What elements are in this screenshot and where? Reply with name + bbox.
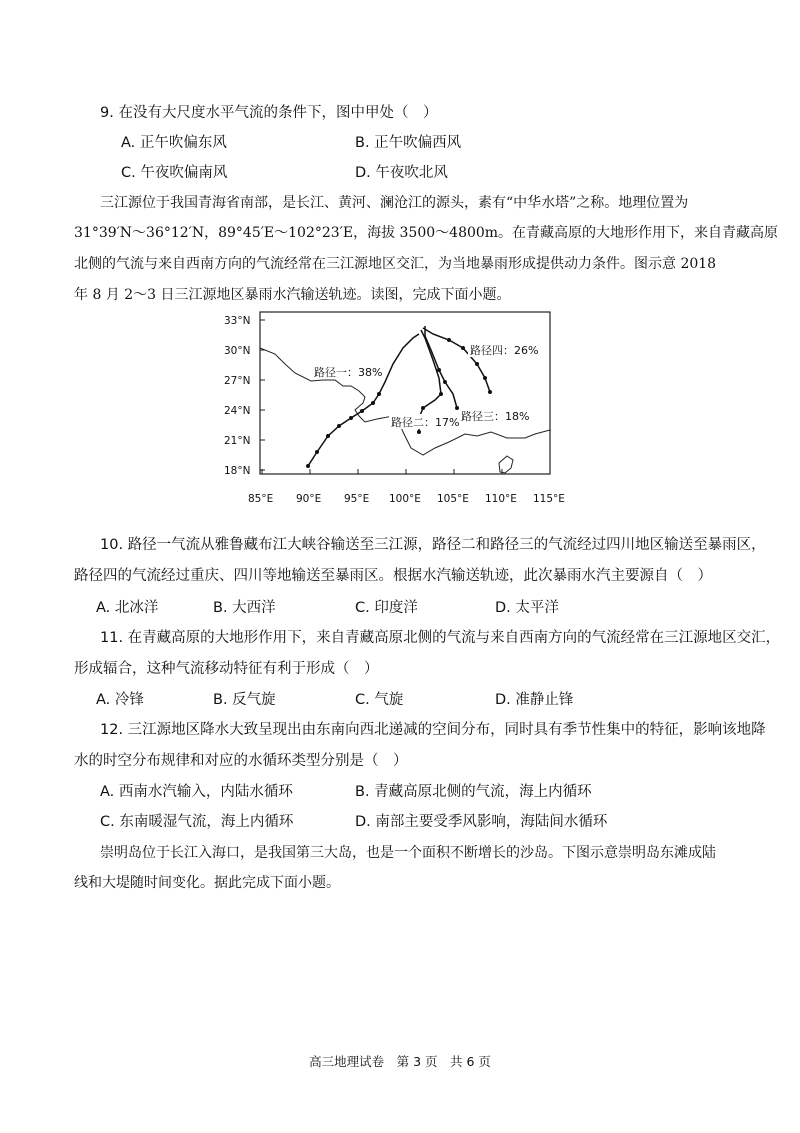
route-4-point bbox=[461, 346, 465, 350]
q12-stem-line2: 水的时空分布规律和对应的水循环类型分别是（ ） bbox=[74, 753, 408, 769]
route-1-point bbox=[337, 424, 341, 428]
passage1-line4: 年 8 月 2～3 日三江源地区暴雨水汽输送轨迹。读图，完成下面小题。 bbox=[74, 287, 511, 303]
q11-stem-line2: 形成辐合，这种气流移动特征有利于形成（ ） bbox=[74, 661, 379, 677]
island-outline bbox=[499, 456, 513, 473]
q11-option-c: C. 气旋 bbox=[355, 692, 404, 708]
route-2-label: 路径二：17% bbox=[391, 416, 460, 429]
q10-stem-line2: 路径四的气流经过重庆、四川等地输送至暴雨区。根据水汽输送轨迹，此次暴雨水汽主要源自（ ） bbox=[74, 568, 712, 584]
route-1-point bbox=[306, 464, 310, 468]
lon-label: 85°E bbox=[248, 493, 274, 505]
q12-option-d: D. 南部主要受季风影响，海陆间水循环 bbox=[355, 814, 608, 830]
q10-option-a: A. 北冰洋 bbox=[96, 600, 159, 616]
q11-option-b: B. 反气旋 bbox=[213, 692, 276, 708]
route-2-point bbox=[421, 406, 425, 410]
lat-label: 21°N bbox=[224, 435, 251, 447]
map-frame bbox=[260, 312, 550, 474]
route-1-point bbox=[315, 450, 319, 454]
route-1-point bbox=[326, 434, 330, 438]
passage2-line1: 崇明岛位于长江入海口，是我国第三大岛，也是一个面积不断增长的沙岛。下图示意崇明岛东滩成陆 bbox=[100, 845, 716, 861]
passage2-line2: 线和大堤随时间变化。据此完成下面小题。 bbox=[74, 875, 340, 891]
route-3-point bbox=[437, 368, 441, 372]
q10-option-c: C. 印度洋 bbox=[355, 600, 418, 616]
q11-stem-line1: 11. 在青藏高原的大地形作用下，来自青藏高原北侧的气流与来自西南方向的气流经常在三江源地区交汇， bbox=[100, 630, 781, 646]
q9-option-a: A. 正午吹偏东风 bbox=[121, 135, 227, 151]
q9-option-b: B. 正午吹偏西风 bbox=[355, 135, 462, 151]
route-1-point bbox=[371, 401, 375, 405]
q11-option-a: A. 冷锋 bbox=[96, 692, 144, 708]
q10-option-d: D. 太平洋 bbox=[495, 600, 559, 616]
lon-label: 95°E bbox=[344, 493, 370, 505]
water-vapor-map bbox=[215, 308, 570, 513]
lat-label: 30°N bbox=[224, 345, 251, 357]
route-3-point bbox=[443, 380, 447, 384]
page-footer: 高三地理试卷 第 3 页 共 6 页 bbox=[309, 1054, 491, 1069]
q12-option-c: C. 东南暖湿气流，海上内循环 bbox=[100, 814, 294, 830]
q9-stem: 9. 在没有大尺度水平气流的条件下，图中甲处（ ） bbox=[100, 105, 438, 121]
q9-option-d: D. 午夜吹北风 bbox=[355, 165, 448, 181]
q12-option-b: B. 青藏高原北侧的气流，海上内循环 bbox=[355, 784, 592, 800]
route-4-point bbox=[488, 390, 492, 394]
q12-stem-line1: 12. 三江源地区降水大致呈现出由东南向西北递减的空间分布，同时具有季节性集中的特征，影响该地降 bbox=[100, 722, 766, 738]
route-2-point bbox=[417, 430, 421, 434]
q10-stem-line1: 10. 路径一气流从雅鲁藏布江大峡谷输送至三江源，路径二和路径三的气流经过四川地区输送至暴雨区， bbox=[100, 537, 766, 553]
q10-option-b: B. 大西洋 bbox=[213, 600, 276, 616]
route-3-point bbox=[455, 406, 459, 410]
route-1-label: 路径一：38% bbox=[314, 366, 383, 379]
passage1-line1: 三江源位于我国青海省南部，是长江、黄河、澜沧江的源头，素有“中华水塔”之称。地理位置为 bbox=[100, 195, 689, 211]
lon-label: 105°E bbox=[437, 493, 469, 505]
route-4-point bbox=[447, 338, 451, 342]
route-1-point bbox=[349, 416, 353, 420]
route-2-point bbox=[439, 392, 443, 396]
coastline bbox=[260, 348, 550, 455]
route-3-label: 路径三：18% bbox=[461, 410, 530, 423]
lon-label: 110°E bbox=[485, 493, 517, 505]
lat-label: 18°N bbox=[224, 465, 251, 477]
lat-label: 33°N bbox=[224, 315, 251, 327]
passage1-line2: 31°39′N～36°12′N，89°45′E～102°23′E，海拔 3500～4800m。在青藏高原的大地形作用下，来自青藏高原 bbox=[74, 225, 779, 241]
lon-label: 90°E bbox=[296, 493, 322, 505]
lat-label: 27°N bbox=[224, 375, 251, 387]
lon-label: 115°E bbox=[533, 493, 565, 505]
route-1-point bbox=[377, 392, 381, 396]
route-4-point bbox=[483, 376, 487, 380]
route-1-point bbox=[360, 409, 364, 413]
route-4-label: 路径四：26% bbox=[470, 344, 539, 357]
passage1-line3: 北侧的气流与来自西南方向的气流经常在三江源地区交汇，为当地暴雨形成提供动力条件。图示意 2018 bbox=[74, 256, 717, 272]
route-4-point bbox=[475, 362, 479, 366]
q12-option-a: A. 西南水汽输入，内陆水循环 bbox=[100, 784, 293, 800]
q11-option-d: D. 准静止锋 bbox=[495, 692, 574, 708]
q9-option-c: C. 午夜吹偏南风 bbox=[121, 165, 228, 181]
lon-label: 100°E bbox=[389, 493, 421, 505]
lat-label: 24°N bbox=[224, 405, 251, 417]
